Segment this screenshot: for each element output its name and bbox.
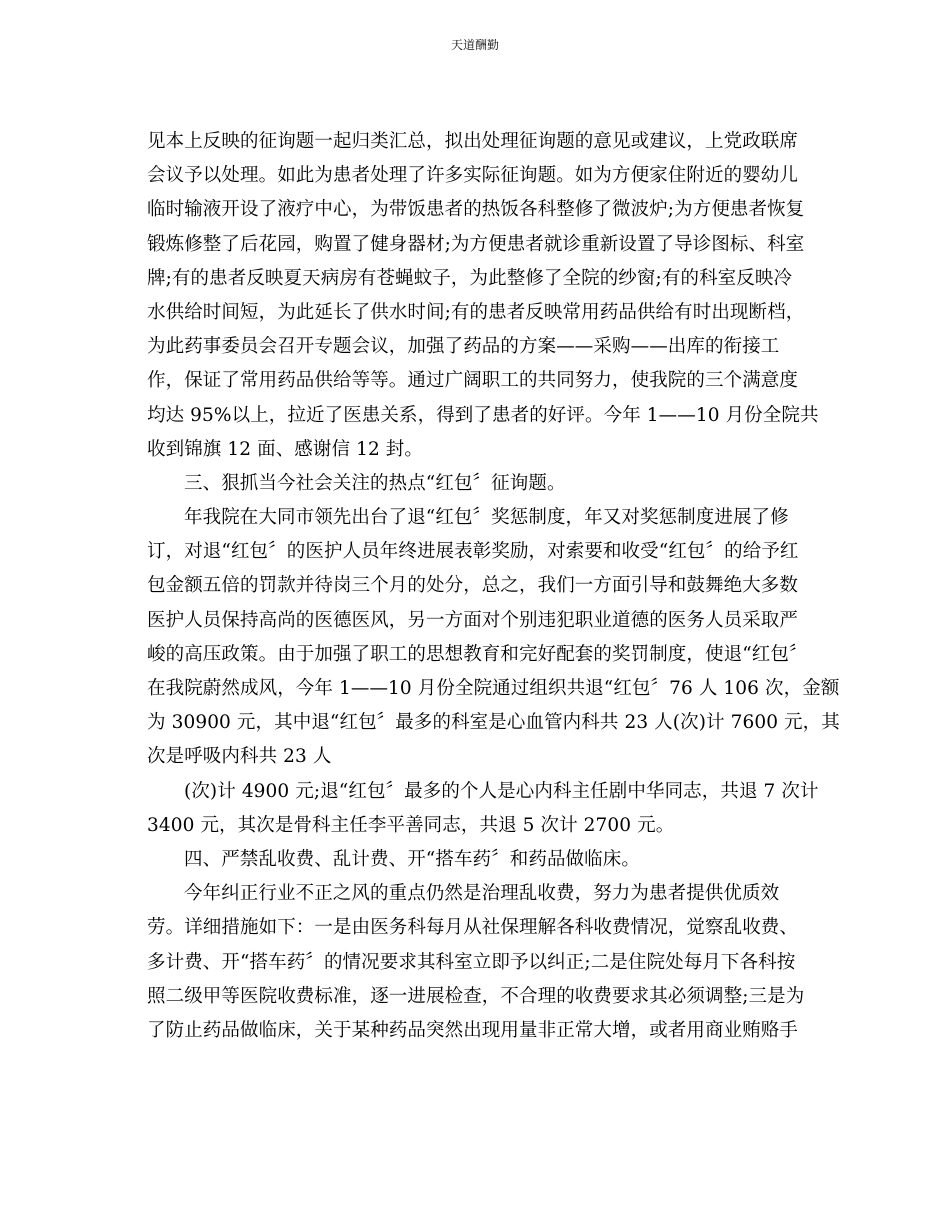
page-header: 天道酬勤 bbox=[450, 38, 499, 52]
text-line: 收到锦旗 12 面、感谢信 12 封。 bbox=[147, 438, 424, 460]
text-line: 劳。详细措施如下：一是由医务科每月从社保理解各科收费情况，觉察乱收费、 bbox=[147, 917, 799, 939]
text-line: 锻炼修整了后花园，购置了健身器材;为方便患者就诊重新设置了导诊图标、科室 bbox=[147, 233, 805, 255]
paragraph-start-line: 今年纠正行业不正之风的重点仍然是治理乱收费，努力为患者提供优质效 bbox=[184, 883, 780, 905]
text-line: 为此药事委员会召开专题会议，加强了药品的方案——采购——出库的衔接工 bbox=[147, 336, 780, 358]
text-line: 见本上反映的征询题一起归类汇总，拟出处理征询题的意见或建议，上党政联席 bbox=[147, 131, 799, 152]
text-line: 在我院蔚然成风，今年 1——10 月份全院通过组织共退“红包〞76 人 106 次，金额 bbox=[147, 678, 840, 699]
text-line: 均达 95%以上，拉近了医患关系，得到了患者的好评。今年 1——10 月份全院共 bbox=[147, 404, 819, 426]
text-line: 临时输液开设了液疗中心，为带饭患者的热饭各科整修了微波炉;为方便患者恢复 bbox=[147, 199, 805, 221]
text-line: 牌;有的患者反映夏天病房有苍蝇蚊子，为此整修了全院的纱窗;有的科室反映冷 bbox=[147, 267, 793, 289]
text-line: 订，对退“红包〞的医护人员年终进展表彰奖励，对索要和收受“红包〞的给予红 bbox=[147, 541, 799, 563]
text-line: 多计费、开“搭车药〞的情况要求其科室立即予以纠正;二是住院处每月下各科按 bbox=[147, 951, 796, 973]
text-line: 会议予以处理。如此为患者处理了许多实际征询题。如为方便家住附近的婴幼儿 bbox=[147, 165, 799, 187]
text-line: 水供给时间短，为此延长了供水时间;有的患者反映常用药品供给有时出现断档， bbox=[147, 301, 805, 323]
section-heading: 四、严禁乱收费、乱计费、开“搭车药〞和药品做临床。 bbox=[184, 848, 640, 870]
text-line: 作，保证了常用药品供给等等。通过广阔职工的共同努力，使我院的三个满意度 bbox=[147, 370, 799, 392]
paragraph-start-line: 年我院在大同市领先出台了退“红包〞奖惩制度，年又对奖惩制度进展了修 bbox=[184, 507, 789, 529]
text-line: 次是呼吸内科共 23 人 bbox=[147, 746, 332, 768]
document-body bbox=[147, 125, 840, 1048]
text-line: 包金额五倍的罚款并待岗三个月的处分，总之，我们一方面引导和鼓舞绝大多数 bbox=[147, 575, 799, 597]
text-line: 峻的高压政策。由于加强了职工的思想教育和完好配套的奖罚制度，使退“红包〞 bbox=[147, 643, 808, 665]
text-line: 照二级甲等医院收费标准，逐一进展检查，不合理的收费要求其必须调整;三是为 bbox=[147, 985, 805, 1007]
text-line: 医护人员保持高尚的医德医风，另一方面对个别违犯职业道德的医务人员采取严 bbox=[147, 609, 799, 631]
text-line: 了防止药品做临床，关于某种药品突然出现用量非正常大增，或者用商业贿赂手 bbox=[147, 1019, 799, 1041]
paragraph-start-line: (次)计 4900 元;退“红包〞最多的个人是心内科主任剧中华同志，共退 7 次计 bbox=[184, 780, 819, 802]
text-line: 为 30900 元，其中退“红包〞最多的科室是心血管内科共 23 人(次)计 7600 元，其 bbox=[147, 712, 840, 734]
text-line: 3400 元，其次是骨科主任李平善同志，共退 5 次计 2700 元。 bbox=[147, 814, 675, 836]
section-heading: 三、狠抓当今社会关注的热点“红包〞征询题。 bbox=[184, 472, 566, 494]
